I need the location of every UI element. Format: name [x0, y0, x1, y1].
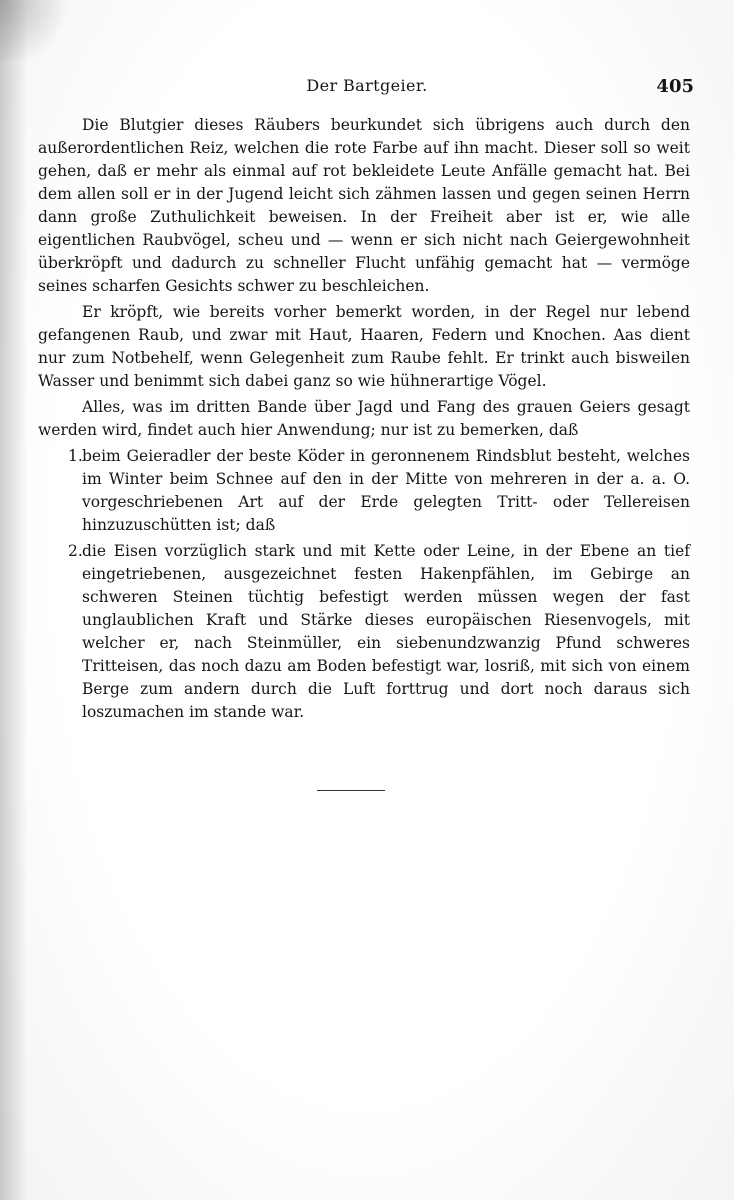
running-head: Der Bartgeier.: [306, 76, 428, 95]
list-item-number: 1.: [68, 447, 83, 465]
paragraph-2: Er kröpft, wie bereits vorher bemerkt worden, in der Regel nur lebend gefangenen Raub, und zwar mit Haut, Haaren, Federn und Knochen. Aas dient nur zum Notbehelf, wenn Gelegenheit zum Raube fehlt. Er trinkt auch bisweilen Wasser und benimmt sich dabei ganz so wie hühnerartige Vögel.: [38, 303, 690, 390]
list-item-number: 2.: [68, 542, 83, 560]
list-item: [38, 540, 690, 724]
list-item-text: beim Geieradler der beste Köder in geronnenem Rindsblut besteht, welches im Winter beim Schnee auf den in der Mitte von mehreren in der a. a. O. vorgeschriebenen Art auf der Erde gelegten Tritt- oder Tellereisen hinzuzuschütten ist; daß: [82, 447, 690, 534]
body-text: [38, 114, 690, 727]
page-corner-shadow: [0, 0, 70, 60]
list-item: [38, 445, 690, 537]
paragraph-1: Die Blutgier dieses Räubers beurkundet sich übrigens auch durch den außerordentlichen Reiz, welchen die rote Farbe auf ihn macht. Dieser soll so weit gehen, daß er mehr als einmal auf rot bekleidete Leute Anfälle gemacht hat. Bei dem allen soll er in der Jugend leicht sich zähmen lassen und gegen seinen Herrn dann große Zuthulichkeit beweisen. In der Freiheit aber ist er, wie alle eigentlichen Raubvögel, scheu und — wenn er sich nicht nach Geiergewohnheit überkröpft und dadurch zu schneller Flucht unfähig gemacht hat — vermöge seines scharfen Gesichts schwer zu beschleichen.: [38, 116, 690, 295]
paragraph-3: Alles, was im dritten Bande über Jagd und Fang des grauen Geiers gesagt werden wird, findet auch hier Anwendung; nur ist zu bemerken, daß: [38, 398, 690, 439]
page-edge-shadow: [0, 0, 28, 1200]
numbered-list: [38, 445, 690, 724]
section-end-rule: [317, 790, 385, 791]
page-number: 405: [656, 76, 694, 97]
list-item-text: die Eisen vorzüglich stark und mit Kette oder Leine, in der Ebene an tief eingetriebenen, ausgezeichnet festen Hakenpfählen, im Gebirge an schweren Steinen tüchtig befestigt werden müssen wegen der fast unglaublichen Kraft und Stärke dieses europäischen Riesenvogels, mit welcher er, nach Steinmüller, ein siebenundzwanzig Pfund schweres Trittеisen, das noch dazu am Boden befestigt war, losriß, mit sich von einem Berge zum andern durch die Luft forttrug und dort noch daraus sich loszumachen im stande war.: [82, 542, 690, 721]
